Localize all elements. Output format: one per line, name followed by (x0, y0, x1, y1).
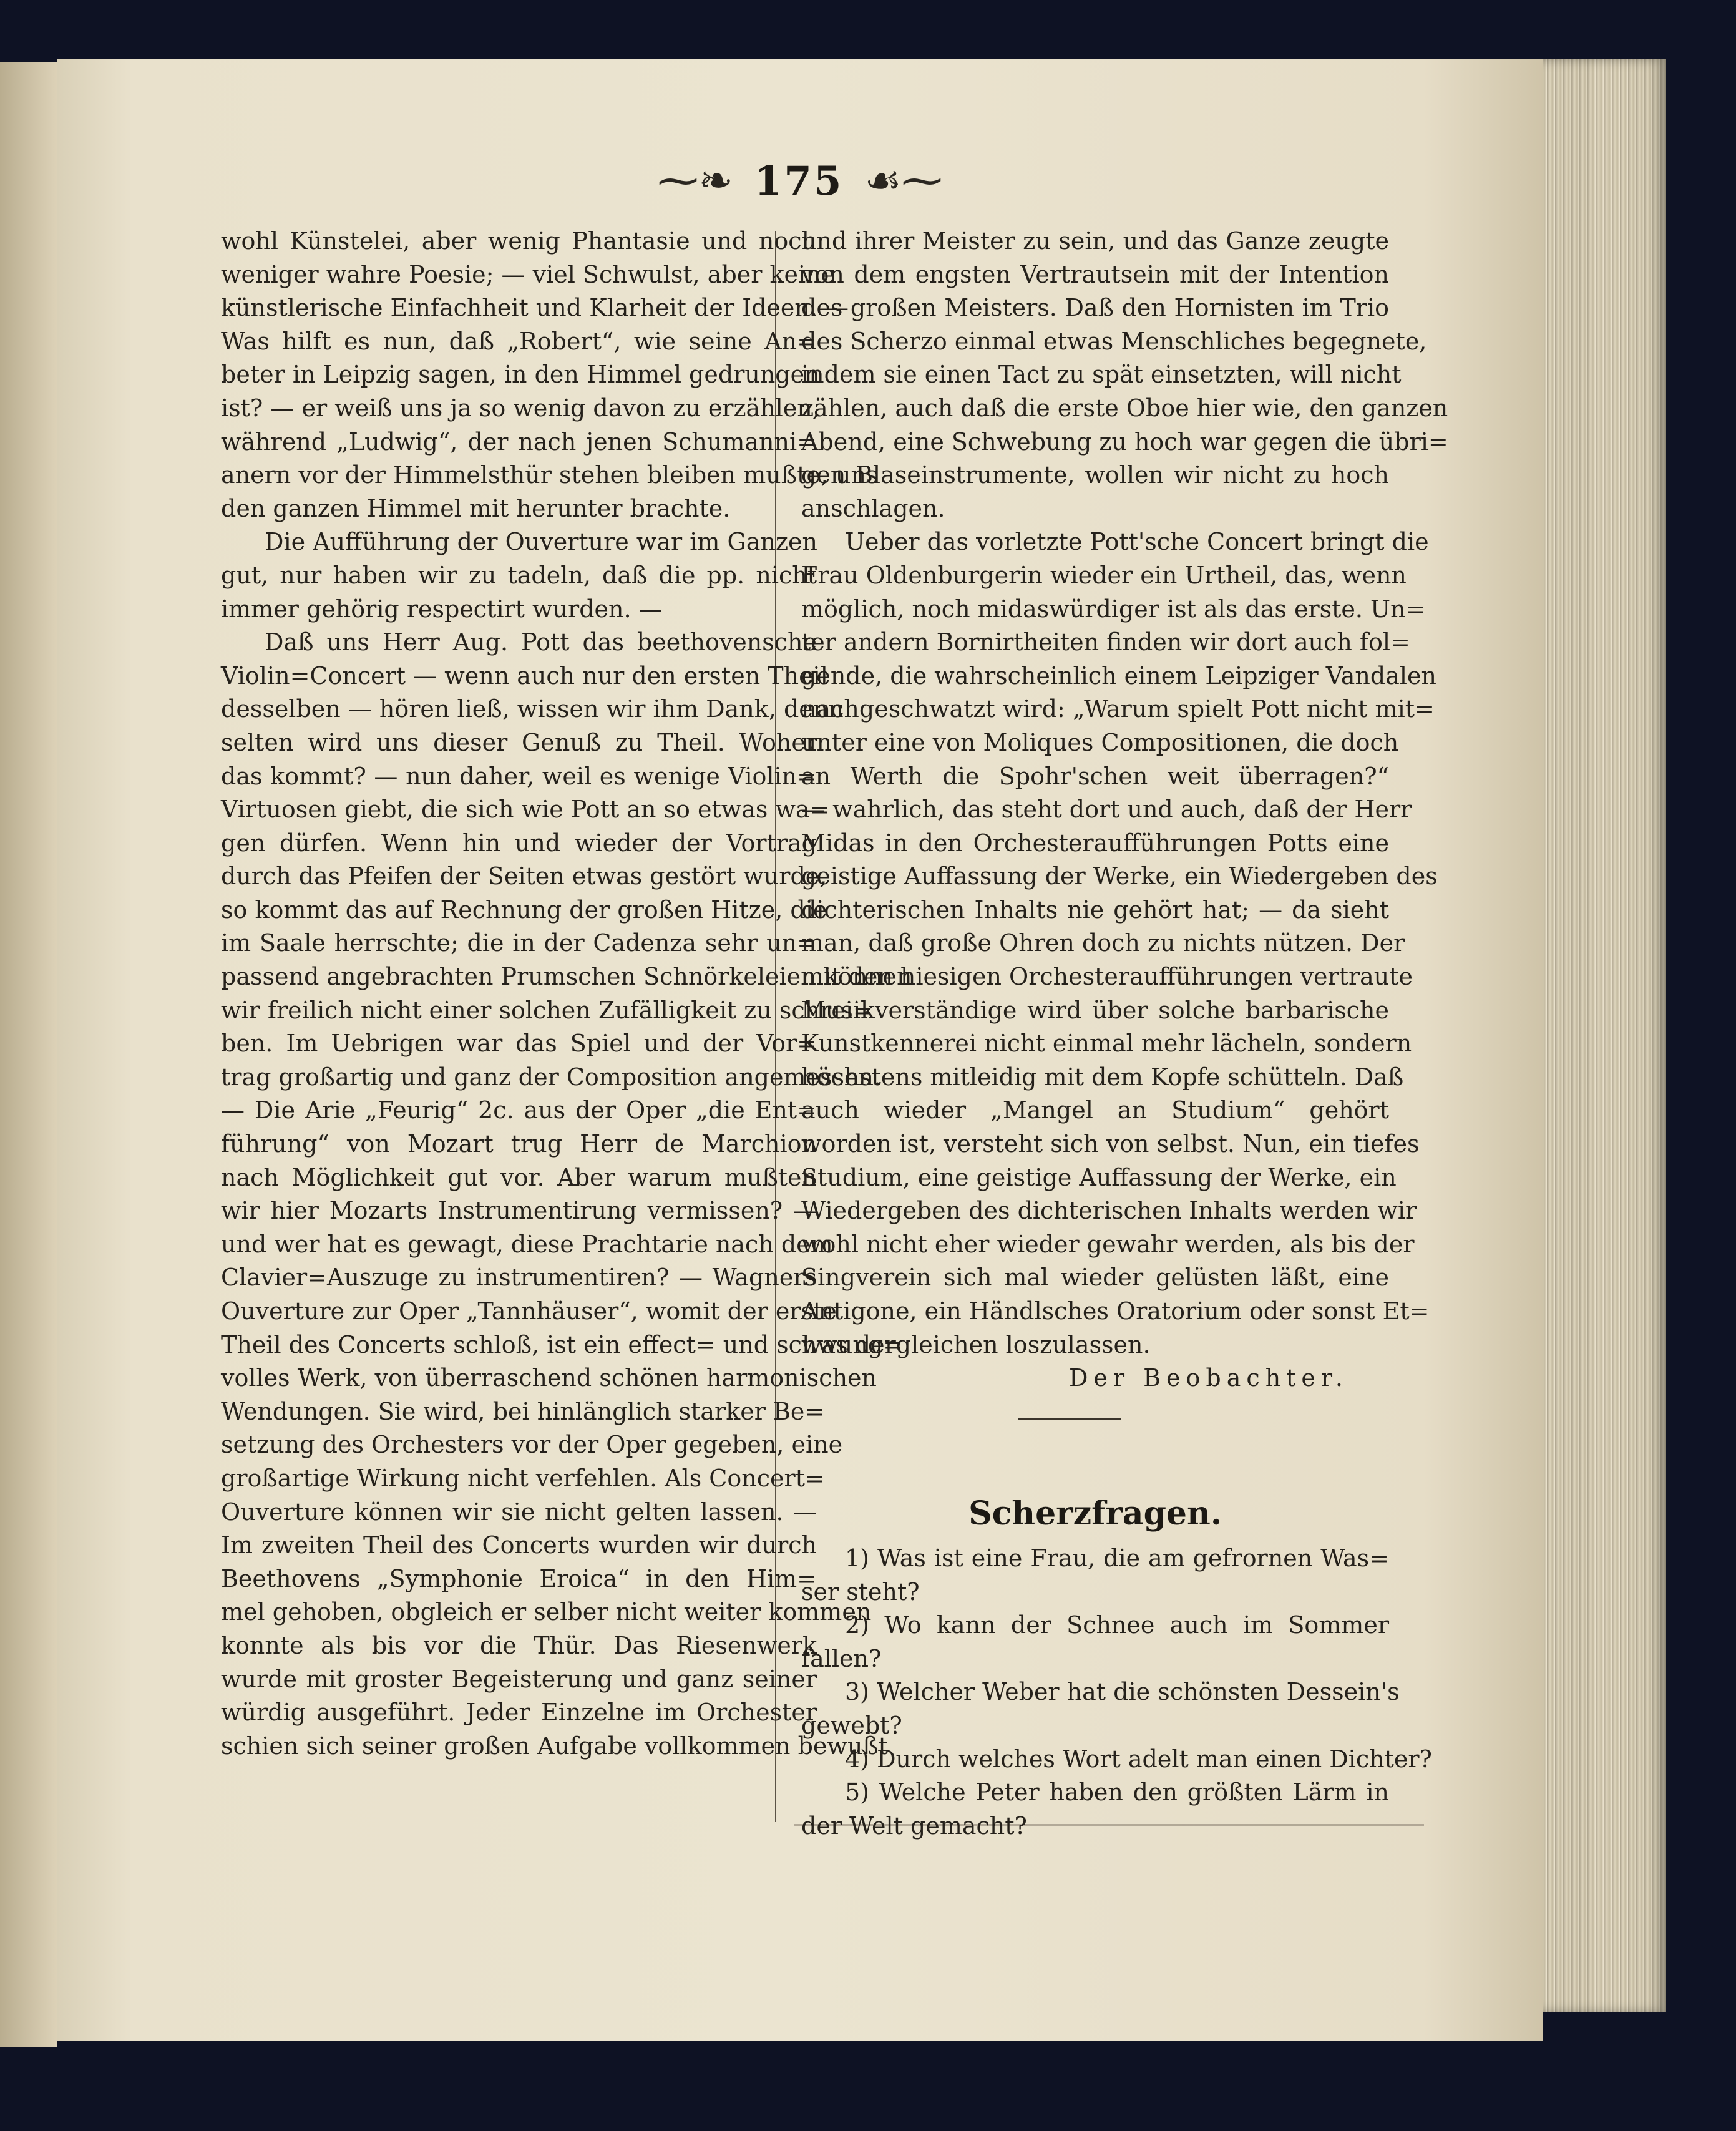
text-line: Wendungen. Sie wird, bei hinlänglich starker Be= (221, 1397, 825, 1425)
text-line: auch wieder „Mangel an Studium“ gehört (801, 1096, 1389, 1124)
text-line: indem sie einen Tact zu spät einsetzten, will nicht (801, 361, 1402, 389)
text-line: trag großartig und ganz der Composition angemessen. (221, 1063, 882, 1091)
text-line: mel gehoben, obgleich er selber nicht weiter kommen (221, 1598, 872, 1626)
text-line: wohl nicht eher wieder gewahr werden, als bis der (801, 1230, 1415, 1258)
text-line: gen dürfen. Wenn hin und wieder der Vortrag (221, 829, 817, 857)
text-line: den ganzen Himmel mit herunter brachte. (221, 494, 731, 522)
text-line: so kommt das auf Rechnung der großen Hitze, die (221, 895, 827, 924)
text-line: von dem engsten Vertrautsein mit der Intention (801, 260, 1389, 288)
riddle-line: 2) Wo kann der Schnee auch im Sommer (845, 1611, 1389, 1639)
text-line: Kunstkennerei nicht einmal mehr lächeln, sondern (801, 1030, 1412, 1058)
riddle-line: gewebt? (801, 1711, 902, 1739)
text-line: während „Ludwig“, der nach jenen Schumanni= (221, 427, 817, 456)
text-line: Antigone, ein Händlsches Oratorium oder sonst Et= (801, 1297, 1430, 1325)
text-line: das kommt? — nun daher, weil es wenige Violin= (221, 762, 817, 790)
text-line: Daß uns Herr Aug. Pott das beethovensche (265, 628, 817, 656)
text-line: großartige Wirkung nicht verfehlen. Als Concert= (221, 1464, 825, 1492)
text-line: Musikverständige wird über solche barbarische (801, 996, 1389, 1024)
text-line: Die Aufführung der Ouverture war im Ganzen (265, 528, 818, 556)
text-line: schien sich seiner großen Aufgabe vollkommen bewußt (221, 1732, 889, 1760)
text-line: Studium, eine geistige Auffassung der Werke, ein (801, 1163, 1397, 1191)
text-line: worden ist, versteht sich von selbst. Nun, ein tiefes (801, 1130, 1420, 1158)
text-line: des großen Meisters. Daß den Hornisten im Trio (801, 294, 1389, 322)
text-line: geistige Auffassung der Werke, ein Wiedergeben des (801, 862, 1438, 890)
text-line: künstlerische Einfachheit und Klarheit der Ideen. — (221, 294, 849, 322)
riddle-line: 1) Was ist eine Frau, die am gefrornen Was= (845, 1544, 1389, 1572)
text-line: immer gehörig respectirt wurden. — (221, 595, 663, 623)
text-line: man, daß große Ohren doch zu nichts nützen. Der (801, 929, 1405, 957)
riddle-line: fallen? (801, 1644, 882, 1672)
riddles-list (801, 1542, 1432, 1843)
text-line: ben. Im Uebrigen war das Spiel und der Vor= (221, 1030, 817, 1058)
text-line: unter eine von Moliques Compositionen, die doch (801, 728, 1399, 756)
ornament-left-icon: ⁓❧ (657, 157, 733, 205)
text-line: anschlagen. (801, 494, 945, 522)
text-line: weniger wahre Poesie; — viel Schwulst, aber keine (221, 260, 836, 288)
riddle-line: der Welt gemacht? (801, 1812, 1027, 1840)
text-line: Beethovens „Symphonie Eroica“ in den Him= (221, 1564, 817, 1592)
text-line: wurde mit groster Begeisterung und ganz seiner (221, 1665, 817, 1693)
text-line: mit den hiesigen Orchesteraufführungen vertraute (801, 963, 1413, 991)
text-line: desselben — hören ließ, wissen wir ihm Dank, denn (221, 695, 844, 723)
text-line: Im zweiten Theil des Concerts wurden wir durch (221, 1531, 817, 1559)
text-line: Theil des Concerts schloß, ist ein effect= und schwung= (221, 1330, 904, 1358)
text-line: volles Werk, von überraschend schönen harmonischen (221, 1364, 877, 1392)
text-line: passend angebrachten Prumschen Schnörkeleien können (221, 963, 912, 991)
page-stack-edges (1523, 59, 1666, 2012)
text-line: Midas in den Orchesteraufführungen Potts eine (801, 829, 1389, 857)
text-line: — wahrlich, das steht dort und auch, daß der Herr (801, 796, 1412, 824)
section-heading: Scherzfragen. (968, 1495, 1222, 1533)
text-line: Was hilft es nun, daß „Robert“, wie seine An= (221, 327, 817, 355)
text-line: und wer hat es gewagt, diese Prachtarie nach dem (221, 1230, 833, 1258)
text-line: Ueber das vorletzte Pott'sche Concert bringt die (845, 528, 1429, 556)
text-line: ist? — er weiß uns ja so wenig davon zu erzählen, (221, 394, 820, 422)
text-line: des Scherzo einmal etwas Menschliches begegnete, (801, 327, 1427, 355)
text-line: Singverein sich mal wieder gelüsten läßt, eine (801, 1264, 1389, 1292)
riddle-line: 4) Durch welches Wort adelt man einen Dichter? (845, 1745, 1432, 1773)
riddle-line: ser steht? (801, 1578, 920, 1606)
right-text-column (801, 225, 1448, 1395)
text-line: Frau Oldenburgerin wieder ein Urtheil, das, wenn (801, 561, 1407, 589)
text-line: gende, die wahrscheinlich einem Leipziger Vandalen (801, 661, 1436, 690)
text-line: Abend, eine Schwebung zu hoch war gegen die übri= (801, 427, 1448, 456)
page-header (57, 147, 1543, 215)
text-line: dichterischen Inhalts nie gehört hat; — da sieht (801, 895, 1389, 924)
page-number: 175 (754, 157, 844, 205)
text-line: an Werth die Spohr'schen weit überragen?“ (801, 762, 1389, 790)
text-line: wir hier Mozarts Instrumentirung vermissen? — (221, 1197, 817, 1225)
text-line: im Saale herrschte; die in der Cadenza sehr un= (221, 929, 817, 957)
text-line: Clavier=Auszuge zu instrumentiren? — Wagners (221, 1264, 817, 1292)
text-line: nachgeschwatzt wird: „Warum spielt Pott nicht mit= (801, 695, 1435, 723)
text-line: ter andern Bornirtheiten finden wir dort auch fol= (801, 628, 1410, 656)
book-page (57, 59, 1543, 2041)
text-line: Virtuosen giebt, die sich wie Pott an so etwas wa= (221, 796, 830, 824)
text-line: Ouverture können wir sie nicht gelten lassen. — (221, 1498, 817, 1526)
text-line: höchstens mitleidig mit dem Kopfe schütteln. Daß (801, 1063, 1404, 1091)
section-divider (1018, 1418, 1121, 1420)
text-line: gen Blaseinstrumente, wollen wir nicht zu hoch (801, 461, 1389, 489)
text-line: wir freilich nicht einer solchen Zufälligkeit zu schrei= (221, 996, 873, 1024)
text-line: möglich, noch midaswürdiger ist als das erste. Un= (801, 595, 1426, 623)
text-line: konnte als bis vor die Thür. Das Riesenwerk (221, 1631, 817, 1659)
text-line: nach Möglichkeit gut vor. Aber warum mußten (221, 1163, 817, 1191)
text-line: was dergleichen loszulassen. (801, 1330, 1151, 1358)
riddle-line: 5) Welche Peter haben den größten Lärm in (845, 1778, 1389, 1807)
text-line: zählen, auch daß die erste Oboe hier wie, den ganzen (801, 394, 1448, 422)
text-line: wohl Künstelei, aber wenig Phantasie und noch (221, 227, 817, 255)
text-line: beter in Leipzig sagen, in den Himmel gedrungen (221, 361, 820, 389)
riddle-line: 3) Welcher Weber hat die schönsten Dessein's (845, 1678, 1400, 1706)
text-line: Violin=Concert — wenn auch nur den ersten Theil (221, 661, 828, 690)
text-line: würdig ausgeführt. Jeder Einzelne im Orchester (221, 1699, 817, 1727)
text-line: Wiedergeben des dichterischen Inhalts werden wir (801, 1197, 1417, 1225)
signature: Der Beobachter. (1068, 1364, 1348, 1392)
left-page-edge (0, 62, 57, 2047)
text-line: gut, nur haben wir zu tadeln, daß die pp. nicht (221, 561, 817, 589)
text-line: selten wird uns dieser Genuß zu Theil. Woher (221, 728, 817, 756)
text-line: — Die Arie „Feurig“ 2c. aus der Oper „die Ent= (221, 1096, 817, 1124)
text-line: setzung des Orchesters vor der Oper gegeben, eine (221, 1431, 843, 1459)
text-line: führung“ von Mozart trug Herr de Marchion (221, 1130, 817, 1158)
text-line: und ihrer Meister zu sein, und das Ganze zeugte (801, 227, 1389, 255)
ornament-right-icon: ☙⁓ (864, 157, 943, 205)
text-line: anern vor der Himmelsthür stehen bleiben mußte, uns (221, 461, 879, 489)
text-line: Ouverture zur Oper „Tannhäuser“, womit der erste (221, 1297, 837, 1325)
text-line: durch das Pfeifen der Seiten etwas gestört wurde, (221, 862, 827, 890)
